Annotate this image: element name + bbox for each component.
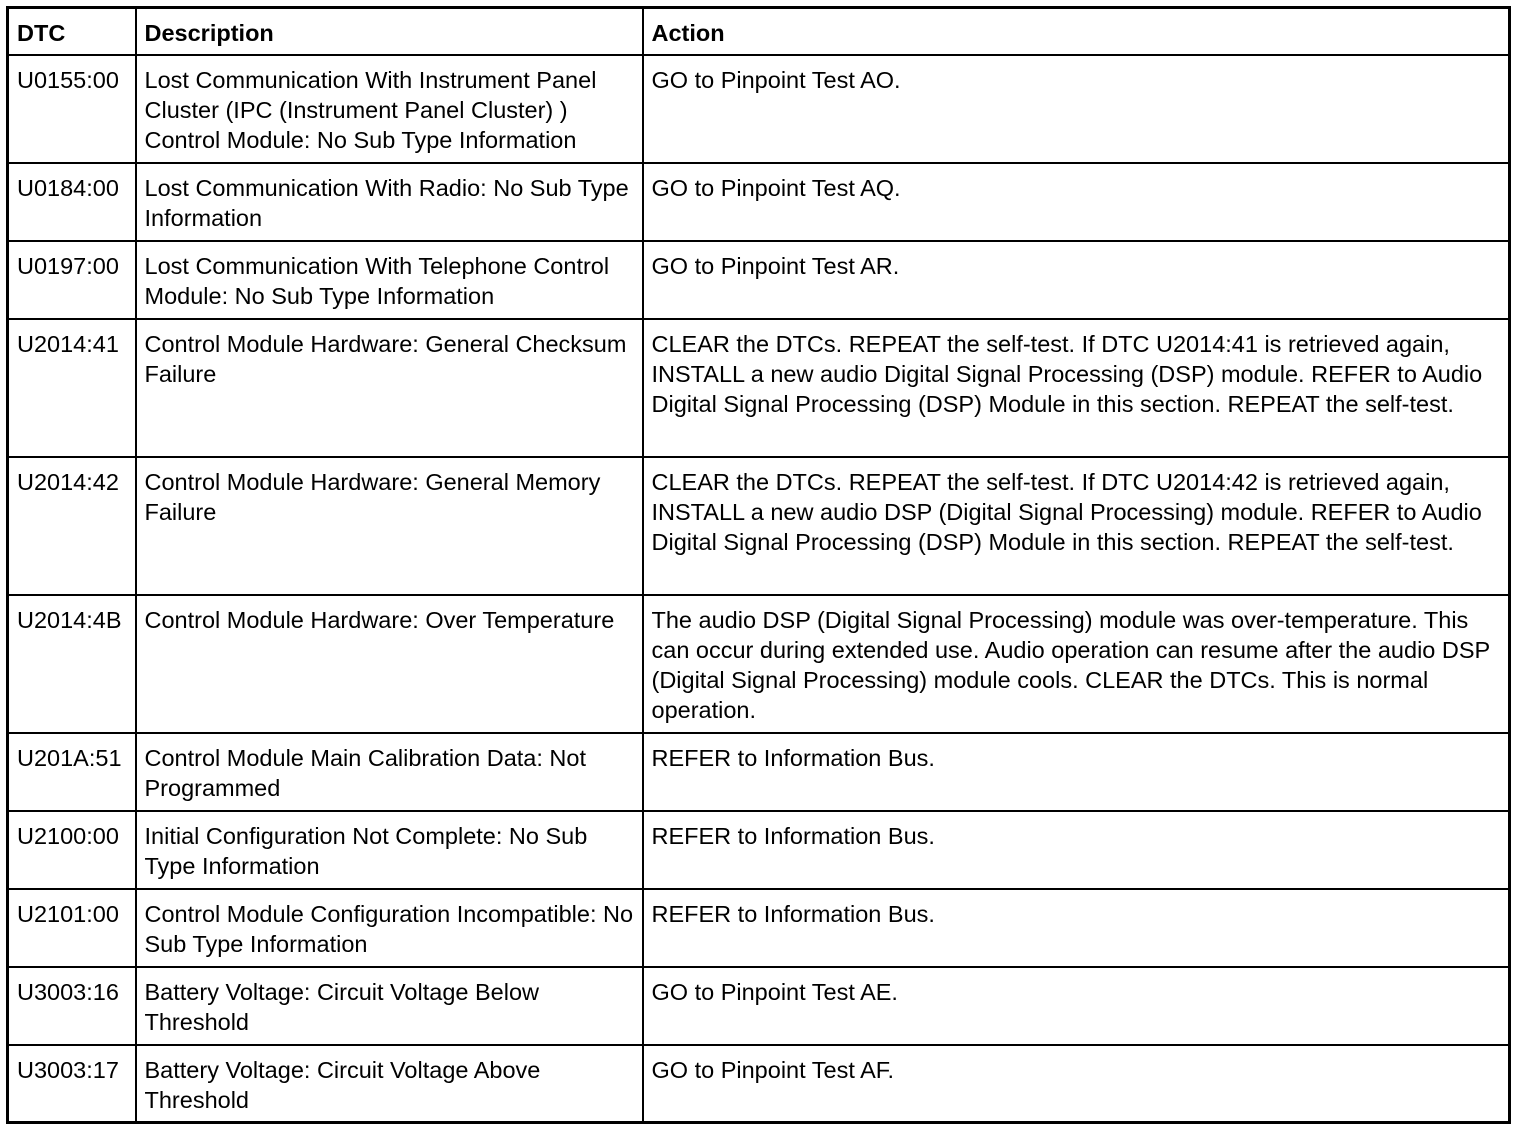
dtc-description: Control Module Hardware: Over Temperature	[136, 595, 643, 733]
table-row	[8, 967, 1510, 1045]
dtc-action: The audio DSP (Digital Signal Processing) module was over-temperature. This can occur during extended use. Audio operation can resume after the audio DSP (Digital Signal Processing) module cools. CLEAR the DTCs. This is normal operation.	[643, 595, 1510, 733]
dtc-code: U3003:17	[8, 1045, 136, 1123]
table-row	[8, 889, 1510, 967]
table-row	[8, 811, 1510, 889]
dtc-action: CLEAR the DTCs. REPEAT the self-test. If DTC U2014:41 is retrieved again, INSTALL a new audio Digital Signal Processing (DSP) module. REFER to Audio Digital Signal Processing (DSP) Module in this section. REPEAT the self-test.	[643, 319, 1510, 457]
dtc-action: REFER to Information Bus.	[643, 733, 1510, 811]
dtc-description: Control Module Hardware: General Checksum Failure	[136, 319, 643, 457]
header-dtc: DTC	[8, 8, 136, 55]
dtc-code: U2014:41	[8, 319, 136, 457]
dtc-code: U2014:4B	[8, 595, 136, 733]
dtc-code: U201A:51	[8, 733, 136, 811]
table-row	[8, 241, 1510, 319]
dtc-code: U2101:00	[8, 889, 136, 967]
dtc-description: Control Module Main Calibration Data: Not Programmed	[136, 733, 643, 811]
table-row	[8, 595, 1510, 733]
table-row	[8, 1045, 1510, 1123]
header-row	[8, 8, 1510, 55]
dtc-description: Control Module Hardware: General Memory Failure	[136, 457, 643, 595]
dtc-code: U2014:42	[8, 457, 136, 595]
dtc-action: GO to Pinpoint Test AE.	[643, 967, 1510, 1045]
dtc-action: REFER to Information Bus.	[643, 811, 1510, 889]
dtc-code: U0184:00	[8, 163, 136, 241]
dtc-code: U0197:00	[8, 241, 136, 319]
dtc-description: Battery Voltage: Circuit Voltage Above Threshold	[136, 1045, 643, 1123]
table-row	[8, 163, 1510, 241]
dtc-description: Lost Communication With Radio: No Sub Type Information	[136, 163, 643, 241]
dtc-action: GO to Pinpoint Test AQ.	[643, 163, 1510, 241]
dtc-action: CLEAR the DTCs. REPEAT the self-test. If DTC U2014:42 is retrieved again, INSTALL a new audio DSP (Digital Signal Processing) module. REFER to Audio Digital Signal Processing (DSP) Module in this section. REPEAT the self-test.	[643, 457, 1510, 595]
table-header	[8, 8, 1510, 55]
dtc-code: U3003:16	[8, 967, 136, 1045]
table-body	[8, 55, 1510, 1123]
table-row	[8, 319, 1510, 457]
dtc-description: Control Module Configuration Incompatible: No Sub Type Information	[136, 889, 643, 967]
dtc-code: U2100:00	[8, 811, 136, 889]
dtc-description: Battery Voltage: Circuit Voltage Below Threshold	[136, 967, 643, 1045]
table-row	[8, 733, 1510, 811]
dtc-action: GO to Pinpoint Test AO.	[643, 55, 1510, 163]
dtc-action: GO to Pinpoint Test AF.	[643, 1045, 1510, 1123]
dtc-description: Initial Configuration Not Complete: No Sub Type Information	[136, 811, 643, 889]
dtc-table	[6, 6, 1511, 1124]
header-description: Description	[136, 8, 643, 55]
dtc-action: GO to Pinpoint Test AR.	[643, 241, 1510, 319]
table-row	[8, 55, 1510, 163]
dtc-code: U0155:00	[8, 55, 136, 163]
dtc-description: Lost Communication With Telephone Control Module: No Sub Type Information	[136, 241, 643, 319]
header-action: Action	[643, 8, 1510, 55]
dtc-action: REFER to Information Bus.	[643, 889, 1510, 967]
dtc-description: Lost Communication With Instrument Panel Cluster (IPC (Instrument Panel Cluster) ) Control Module: No Sub Type Information	[136, 55, 643, 163]
table-row	[8, 457, 1510, 595]
